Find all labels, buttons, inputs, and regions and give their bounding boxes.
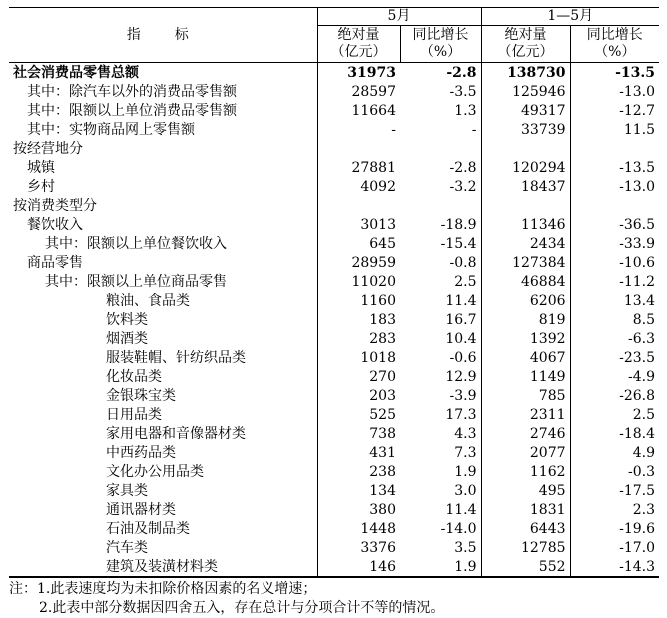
month-yoy-cell: 2.5 (400, 272, 481, 291)
cum-abs-cell: 2077 (529, 444, 566, 461)
cum-abs-cell: 11346 (520, 216, 566, 233)
cum-abs-cell: 552 (538, 558, 566, 575)
row-label: 按消费类型分 (9, 196, 317, 215)
table-notes (9, 577, 659, 618)
month-abs-cell: 4092 (360, 178, 396, 195)
table-row (9, 367, 659, 386)
table-row (9, 348, 659, 367)
cum-yoy-cell: 13.4 (570, 291, 659, 310)
cum-abs-cell: 120294 (512, 159, 566, 176)
cum-abs-cell: 6443 (529, 520, 566, 537)
cum-abs-cell: 2311 (529, 406, 566, 423)
month-yoy-cell: -2.8 (400, 63, 481, 83)
table-row (9, 120, 659, 139)
cum-yoy-cell: -36.5 (570, 215, 659, 234)
cum-yoy-cell: -4.9 (570, 367, 659, 386)
cum-abs-cell: 2434 (529, 235, 566, 252)
table-row (9, 310, 659, 329)
row-label: 乡村 (9, 177, 317, 196)
table-row (9, 82, 659, 101)
table-row (9, 139, 659, 158)
month-yoy-cell: 1.9 (400, 462, 481, 481)
month-yoy-cell: -15.4 (400, 234, 481, 253)
table-row (9, 177, 659, 196)
cum-abs-header (481, 26, 570, 63)
cum-yoy-cell: 2.5 (570, 405, 659, 424)
cum-yoy-cell: -12.7 (570, 101, 659, 120)
month-yoy-cell: 3.5 (400, 538, 481, 557)
cum-abs-cell (481, 196, 570, 215)
month-period-header: 5月 (317, 8, 481, 26)
row-label: 餐饮收入 (9, 215, 317, 234)
month-yoy-cell: 7.3 (400, 443, 481, 462)
month-abs-cell: 11020 (351, 273, 396, 290)
row-label: 家具类 (9, 481, 317, 500)
month-yoy-header (400, 26, 481, 63)
table-row (9, 519, 659, 538)
table-row (9, 538, 659, 557)
cum-yoy-cell (570, 196, 659, 215)
cum-abs-cell: 46884 (520, 273, 566, 290)
month-abs-cell: 525 (369, 406, 396, 423)
table-row (9, 424, 659, 443)
month-yoy-cell: 4.3 (400, 424, 481, 443)
cum-yoy-cell: -13.0 (570, 82, 659, 101)
cum-abs-cell: 4067 (529, 349, 566, 366)
table-row (9, 63, 659, 83)
month-yoy-cell: -18.9 (400, 215, 481, 234)
row-label: 文化办公用品类 (9, 462, 317, 481)
month-abs-cell: 431 (369, 444, 396, 461)
row-label: 商品零售 (9, 253, 317, 272)
cum-yoy-cell: -10.6 (570, 253, 659, 272)
cum-abs-cell: 785 (538, 387, 566, 404)
indicator-header: 指 标 (9, 8, 317, 63)
row-label: 烟酒类 (9, 329, 317, 348)
month-abs-cell: 134 (369, 482, 396, 499)
cum-abs-cell: 1831 (529, 501, 566, 518)
month-abs-cell: 183 (369, 311, 396, 328)
cum-yoy-cell: 8.5 (570, 310, 659, 329)
month-yoy-cell: -14.0 (400, 519, 481, 538)
month-abs-header (317, 26, 400, 63)
row-label: 中西药品类 (9, 443, 317, 462)
cum-yoy-cell: 4.9 (570, 443, 659, 462)
month-abs-cell: 1448 (360, 520, 396, 537)
table-row (9, 234, 659, 253)
table-body (9, 63, 659, 577)
month-yoy-cell: 3.0 (400, 481, 481, 500)
row-label: 汽车类 (9, 538, 317, 557)
cumulative-period-header: 1—5月 (481, 8, 659, 26)
table-row (9, 500, 659, 519)
row-label: 建筑及装潢材料类 (9, 557, 317, 577)
table-row (9, 405, 659, 424)
yoy-header-line1: 同比增长 (586, 27, 643, 43)
month-abs-cell: 27881 (351, 159, 396, 176)
table-row (9, 158, 659, 177)
cum-abs-cell: 138730 (507, 64, 566, 81)
month-abs-cell: 28597 (351, 83, 396, 100)
table-row (9, 329, 659, 348)
cum-yoy-cell: 11.5 (570, 120, 659, 139)
month-abs-cell: 270 (369, 368, 396, 385)
row-label: 社会消费品零售总额 (9, 63, 317, 83)
cum-yoy-cell: 2.3 (570, 500, 659, 519)
month-abs-cell (317, 196, 400, 215)
abs-header-line2: （亿元） (497, 44, 554, 60)
cum-yoy-cell: -19.6 (570, 519, 659, 538)
row-label: 饮料类 (9, 310, 317, 329)
month-abs-cell: 3376 (360, 539, 396, 556)
row-label: 粮油、食品类 (9, 291, 317, 310)
cum-abs-cell: 125946 (512, 83, 566, 100)
row-label: 其中：限额以上单位餐饮收入 (9, 234, 317, 253)
row-label: 服装鞋帽、针纺织品类 (9, 348, 317, 367)
cum-abs-cell (481, 139, 570, 158)
retail-sales-table-container (9, 7, 659, 618)
cum-yoy-cell: -13.5 (570, 158, 659, 177)
cum-yoy-cell: -13.5 (570, 63, 659, 83)
cum-abs-cell: 127384 (512, 254, 566, 271)
cum-abs-cell: 1162 (529, 463, 566, 480)
cum-yoy-cell: -17.5 (570, 481, 659, 500)
abs-header-line2: （亿元） (330, 44, 387, 60)
month-abs-cell: 146 (369, 558, 396, 575)
cum-abs-cell: 2746 (529, 425, 566, 442)
month-yoy-cell: 1.3 (400, 101, 481, 120)
month-yoy-cell: 10.4 (400, 329, 481, 348)
cum-yoy-cell: -11.2 (570, 272, 659, 291)
cum-yoy-cell: -26.8 (570, 386, 659, 405)
yoy-header-line1: 同比增长 (412, 27, 469, 43)
yoy-header-line2: （%） (594, 44, 636, 60)
row-label: 其中：除汽车以外的消费品零售额 (9, 82, 317, 101)
month-abs-cell: 1018 (360, 349, 396, 366)
row-label: 城镇 (9, 158, 317, 177)
row-label: 按经营地分 (9, 139, 317, 158)
month-yoy-cell: -3.5 (400, 82, 481, 101)
note-line-1: 注：1.此表速度均为未扣除价格因素的名义增速； (9, 581, 317, 597)
cum-abs-cell: 6206 (529, 292, 566, 309)
month-abs-cell: 1160 (360, 292, 396, 309)
row-label: 其中：实物商品网上零售额 (9, 120, 317, 139)
note-line-2: 2.此表中部分数据因四舍五入，存在总计与分项合计不等的情况。 (39, 600, 445, 616)
table-row (9, 253, 659, 272)
month-yoy-cell: -0.6 (400, 348, 481, 367)
table-row (9, 462, 659, 481)
month-yoy-cell: - (400, 120, 481, 139)
month-yoy-cell: 1.9 (400, 557, 481, 577)
cum-abs-cell: 33739 (520, 121, 566, 138)
month-yoy-cell: 11.4 (400, 291, 481, 310)
month-yoy-cell: 16.7 (400, 310, 481, 329)
cum-abs-cell: 12785 (520, 539, 566, 556)
month-yoy-cell: 11.4 (400, 500, 481, 519)
month-yoy-cell: 17.3 (400, 405, 481, 424)
table-row (9, 291, 659, 310)
row-label: 石油及制品类 (9, 519, 317, 538)
retail-sales-table (9, 7, 659, 577)
row-label: 金银珠宝类 (9, 386, 317, 405)
cum-abs-cell: 495 (538, 482, 566, 499)
month-abs-cell: 31973 (347, 64, 396, 81)
month-abs-cell: 738 (369, 425, 396, 442)
cum-yoy-cell (570, 139, 659, 158)
cum-yoy-cell: -33.9 (570, 234, 659, 253)
month-abs-cell: 645 (369, 235, 396, 252)
month-yoy-cell: -2.8 (400, 158, 481, 177)
abs-header-line1: 绝对量 (337, 27, 380, 43)
table-header (9, 8, 659, 63)
row-label: 化妆品类 (9, 367, 317, 386)
table-row (9, 272, 659, 291)
cum-abs-cell: 819 (538, 311, 566, 328)
cum-abs-cell: 1149 (529, 368, 566, 385)
cum-yoy-header (570, 26, 659, 63)
cum-yoy-cell: -6.3 (570, 329, 659, 348)
cum-yoy-cell: -14.3 (570, 557, 659, 577)
table-row (9, 196, 659, 215)
row-label: 家用电器和音像器材类 (9, 424, 317, 443)
month-yoy-cell: -0.8 (400, 253, 481, 272)
table-row (9, 443, 659, 462)
yoy-header-line2: （%） (419, 44, 462, 60)
abs-header-line1: 绝对量 (504, 27, 547, 43)
row-label: 日用品类 (9, 405, 317, 424)
month-yoy-cell (400, 139, 481, 158)
table-row (9, 215, 659, 234)
cum-yoy-cell: -17.0 (570, 538, 659, 557)
month-yoy-cell (400, 196, 481, 215)
month-abs-cell: - (391, 121, 396, 138)
cum-abs-cell: 18437 (520, 178, 566, 195)
month-abs-cell: 3013 (360, 216, 396, 233)
table-row (9, 386, 659, 405)
table-row (9, 557, 659, 577)
table-row (9, 481, 659, 500)
month-abs-cell: 11664 (351, 102, 396, 119)
row-label: 通讯器材类 (9, 500, 317, 519)
month-yoy-cell: -3.2 (400, 177, 481, 196)
cum-yoy-cell: -13.0 (570, 177, 659, 196)
row-label: 其中：限额以上单位消费品零售额 (9, 101, 317, 120)
cum-yoy-cell: -0.3 (570, 462, 659, 481)
month-abs-cell: 28959 (351, 254, 396, 271)
month-abs-cell: 380 (369, 501, 396, 518)
month-yoy-cell: -3.9 (400, 386, 481, 405)
row-label: 其中：限额以上单位商品零售 (9, 272, 317, 291)
month-abs-cell: 238 (369, 463, 396, 480)
month-yoy-cell: 12.9 (400, 367, 481, 386)
month-abs-cell (317, 139, 400, 158)
month-abs-cell: 203 (369, 387, 396, 404)
cum-yoy-cell: -23.5 (570, 348, 659, 367)
cum-abs-cell: 49317 (520, 102, 566, 119)
table-row (9, 101, 659, 120)
cum-abs-cell: 1392 (529, 330, 566, 347)
month-abs-cell: 283 (369, 330, 396, 347)
cum-yoy-cell: -18.4 (570, 424, 659, 443)
